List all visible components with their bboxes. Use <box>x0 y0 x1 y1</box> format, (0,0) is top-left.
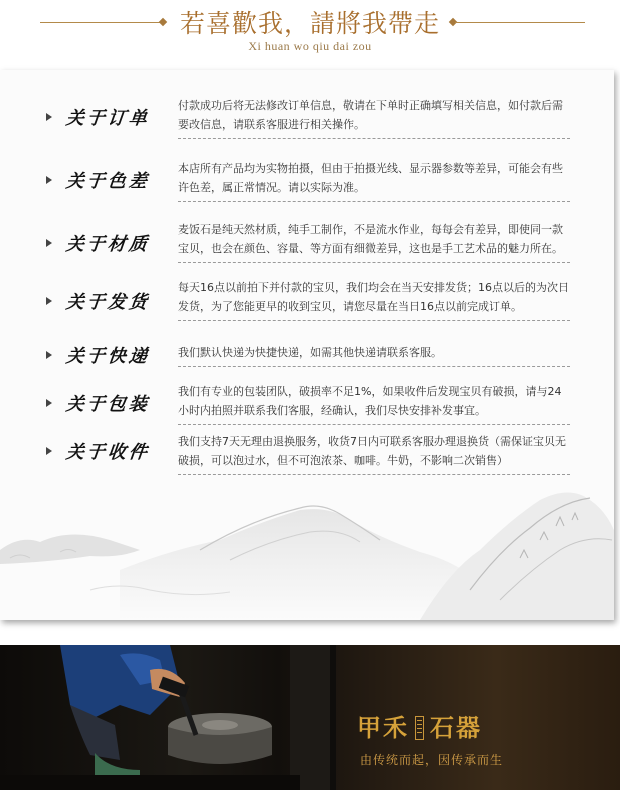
notice-text: 我们默认快递为快捷快递，如需其他快递请联系客服。 <box>178 343 570 367</box>
bullet-arrow-icon <box>46 239 52 247</box>
notice-label: 关于色差 <box>64 171 151 192</box>
page-header <box>0 0 620 70</box>
notice-label: 关于收件 <box>64 442 151 463</box>
bullet-arrow-icon <box>46 399 52 407</box>
bullet-arrow-icon <box>46 351 52 359</box>
notice-label: 关于订单 <box>64 108 151 129</box>
bullet-arrow-icon <box>46 297 52 305</box>
notice-text: 我们支持7天无理由退换服务，收货7日内可联系客服办理退换货（需保证宝贝无破损，可以泡过水，但不可泡浓茶、咖啡。牛奶，不影响二次销售） <box>178 432 570 475</box>
brand-seal-icon <box>415 716 424 740</box>
header-subtitle: Xi huan wo qiu dai zou <box>248 39 372 53</box>
brand-name-left: 甲禾 <box>357 713 409 742</box>
notice-text: 麦饭石是纯天然材质，纯手工制作，不是流水作业，每每会有差异，即使同一款宝贝，也会在颜色、容量、等方面有细微差异，这也是手工艺术品的魅力所在。 <box>178 220 570 263</box>
header-divider-right <box>455 22 585 23</box>
notice-label: 关于发货 <box>64 292 151 313</box>
notice-text: 我们有专业的包装团队，破损率不足1%，如果收件后发现宝贝有破损，请与24小时内拍照并联系我们客服，经确认，我们尽快安排补发事宜。 <box>178 382 570 425</box>
notice-label: 关于材质 <box>64 234 151 255</box>
ink-landscape-illustration <box>0 480 614 620</box>
brand-slogan: 由传统而起，因传承而生 <box>360 753 504 767</box>
notice-label: 关于快递 <box>64 346 151 367</box>
notice-text: 本店所有产品均为实物拍摄，但由于拍摄光线、显示器参数等差异，可能会有些许色差，属正常情况。请以实际为准。 <box>178 159 570 202</box>
header-ornament-left <box>159 18 167 26</box>
notice-text: 每天16点以前拍下并付款的宝贝，我们均会在当天安排发货；16点以后的为次日发货，为了您能更早的收到宝贝，请您尽量在当日16点以前完成订单。 <box>178 278 570 321</box>
craftsman-photo <box>0 645 620 790</box>
header-title: 若喜歡我，請將我帶走 <box>179 9 440 38</box>
notice-panel <box>0 70 614 620</box>
bullet-arrow-icon <box>46 447 52 455</box>
brand-name-right: 石器 <box>430 713 482 742</box>
brand-logo <box>357 708 482 744</box>
notice-label: 关于包装 <box>64 394 151 415</box>
bullet-arrow-icon <box>46 113 52 121</box>
bullet-arrow-icon <box>46 176 52 184</box>
brand-banner <box>0 645 620 790</box>
notice-text: 付款成功后将无法修改订单信息，敬请在下单时正确填写相关信息，如付款后需要改信息，请联系客服进行相关操作。 <box>178 96 570 139</box>
header-divider-left <box>40 22 160 23</box>
